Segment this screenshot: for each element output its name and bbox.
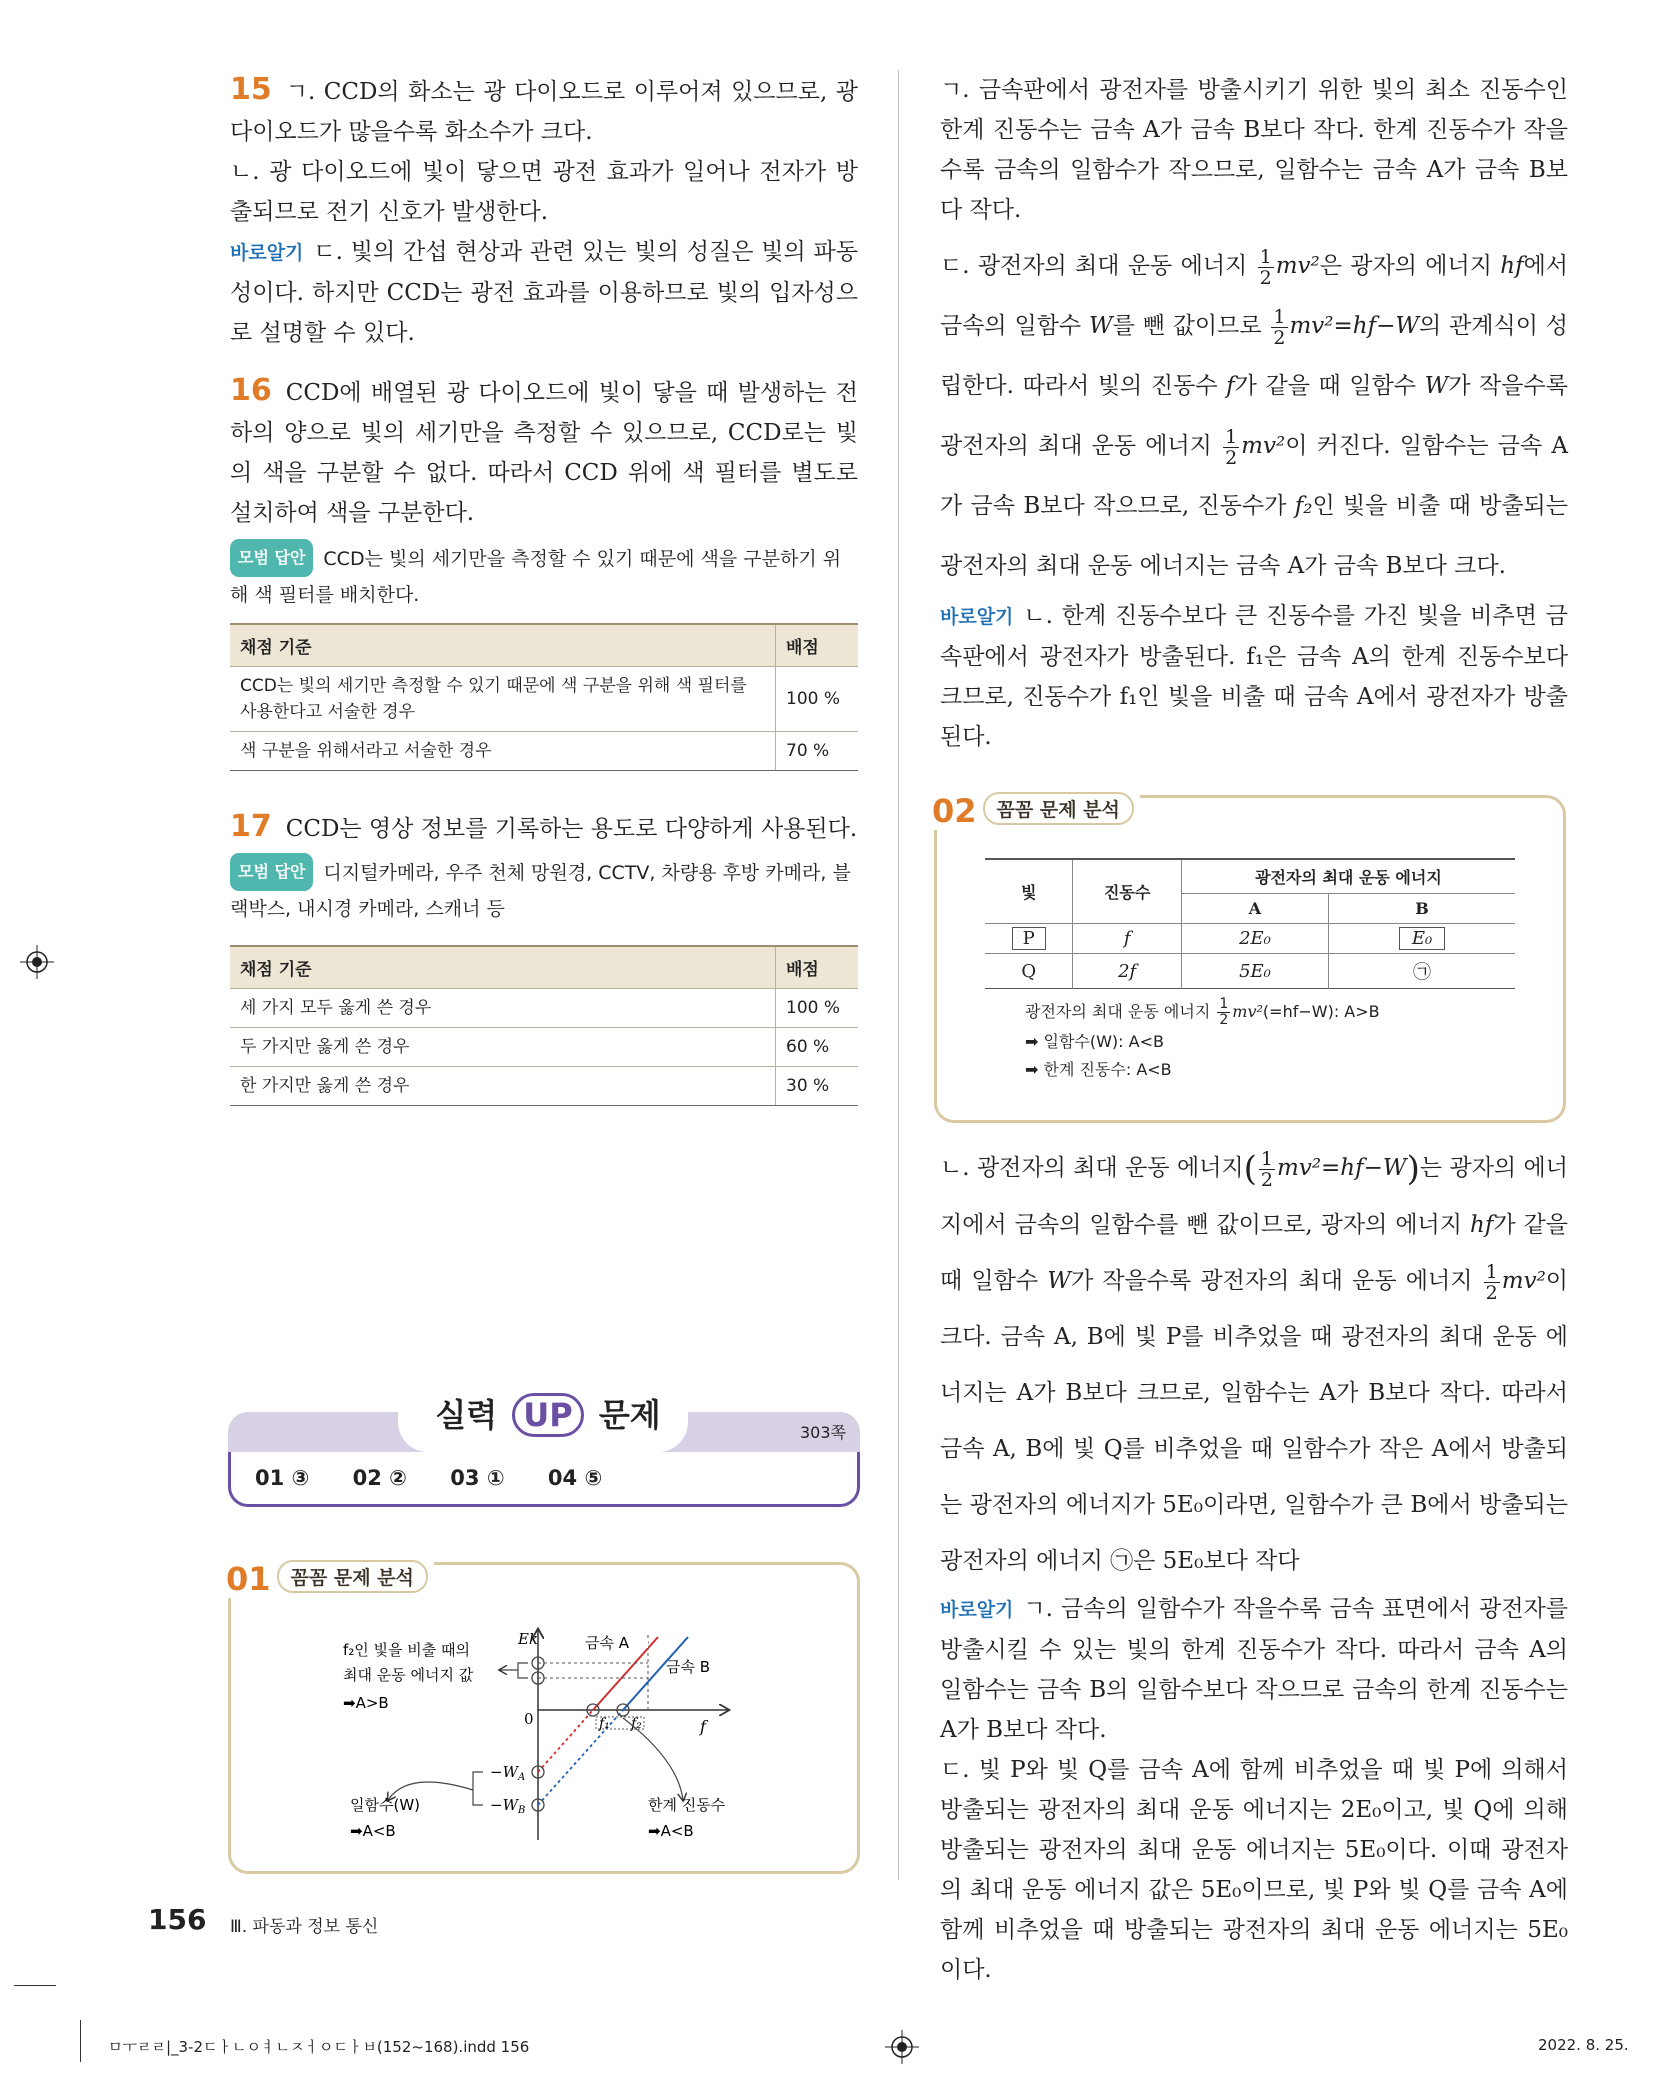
- crop-line: [80, 2020, 81, 2062]
- note-work-function-2: ➡A<B: [350, 1822, 396, 1840]
- table-row: CCD는 빛의 세기만 측정할 수 있기 때문에 색 구분을 위해 색 필터를 사용한다고 서술한 경우 100 %: [230, 667, 858, 732]
- score-header: 배점: [776, 624, 859, 667]
- table-row: 두 가지만 옳게 쓴 경우 60 %: [230, 1028, 858, 1067]
- print-date: 2022. 8. 25.: [1538, 2036, 1629, 2054]
- col-metal-a: A: [1181, 894, 1328, 924]
- baro-label: 바로알기: [940, 606, 1014, 628]
- baro-label: 바로알기: [940, 1599, 1014, 1621]
- question-number: 15: [230, 72, 272, 107]
- registration-mark-icon: [20, 945, 54, 979]
- metal-a-label: 금속 A: [585, 1634, 630, 1652]
- q17-model-answer: 디지털카메라, 우주 천체 망원경, CCTV, 차량용 후방 카메라, 블랙박스, 내시경 카메라, 스캐너 등: [230, 862, 851, 920]
- r1-baro: ㄴ. 한계 진동수보다 큰 진동수를 가진 빛을 비추면 금속판에서 광전자가 방출된다. f₁은 금속 A의 한계 진동수보다 크므로, 진동수가 f₁인 빛을 비출 때 금속 A에서 광전자가 방출된다.: [940, 603, 1568, 750]
- box02-notes: 광전자의 최대 운동 에너지 $\frac{1}{2}$ mv²(=hf−W): A>B ➡ 일함수(W): A<B ➡ 한계 진동수: A<B: [1025, 996, 1380, 1079]
- note-max-energy-2: 최대 운동 에너지 값: [343, 1666, 474, 1684]
- section-title: Ⅲ. 파동과 정보 통신: [230, 1917, 379, 1937]
- col-metal-b: B: [1415, 899, 1429, 918]
- question-15: [230, 70, 858, 353]
- table-row: 한 가지만 옳게 쓴 경우 30 %: [230, 1067, 858, 1106]
- f1-label: f₁: [599, 1716, 610, 1732]
- baro-label: 바로알기: [230, 242, 304, 264]
- q16-model-answer: CCD는 빛의 세기만을 측정할 수 있기 때문에 색을 구분하기 위해 색 필터를 배치한다.: [230, 548, 842, 606]
- r2-baro: ㄱ. 금속의 일함수가 작을수록 금속 표면에서 광전자를 방출시킬 수 있는 빛의 한계 진동수가 작다. 따라서 금속 A의 일함수는 금속 B의 일함수보다 작으므로 금속의 한계 진동수는 A가 B보다 작다.: [940, 1596, 1568, 1743]
- box01-title: 01 꼼꼼 문제 분석: [224, 1560, 434, 1598]
- q15-point2: ㄴ. 광 다이오드에 빛이 닿으면 광전 효과가 일어나 전자가 방출되므로 전기 신호가 발생한다.: [230, 159, 858, 225]
- question-number: 16: [230, 373, 272, 408]
- table-row: 색 구분을 위해서라고 서술한 경우 70 %: [230, 732, 858, 771]
- right-column-lower: [940, 1140, 1568, 1990]
- box02-table-wrap: [985, 858, 1515, 1084]
- f2-label: f₂: [631, 1716, 642, 1732]
- note-max-energy-3: ➡A>B: [343, 1694, 389, 1712]
- q15-baro: ㄷ. 빛의 간섭 현상과 관련 있는 빛의 성질은 빛의 파동성이다. 하지만 CCD는 광전 효과를 이용하므로 빛의 입자성으로 설명할 수 있다.: [230, 239, 858, 346]
- ek-label: Ek: [518, 1630, 539, 1648]
- r2-point3: ㄷ. 빛 P와 빛 Q를 금속 A에 함께 비추었을 때 빛 P에 의해서 방출되는 광전자의 최대 운동 에너지는 2E₀이고, 빛 Q에 의해 방출되는 광전자의 최대 운동 에너지는 5E₀이다. 이때 광전자의 최대 운동 에너지 값은 5E₀이므로, 빛 P와 빛 Q를 금속 A에 함께 비추었을 때 방출되는 광전자의 최대 운동 에너지는 5E₀이다.: [940, 1757, 1568, 1983]
- f-axis-label: f: [700, 1717, 706, 1736]
- q15-point1: ㄱ. CCD의 화소는 광 다이오드로 이루어져 있으므로, 광 다이오드가 많을수록 화소수가 크다.: [230, 79, 858, 145]
- model-answer-label: 모범 답안: [230, 539, 313, 577]
- photoelectron-table: [985, 858, 1515, 989]
- col-light: 빛: [985, 859, 1073, 924]
- column-divider: [898, 70, 899, 1880]
- metal-b-label: 금속 B: [666, 1658, 711, 1676]
- note-threshold-2: ➡A<B: [648, 1822, 694, 1840]
- r1-point1: ㄱ. 금속판에서 광전자를 방출시키기 위한 빛의 최소 진동수인 한계 진동수는 금속 A가 금속 B보다 작다. 한계 진동수가 작을수록 금속의 일함수가 작으므로, 일함수는 금속 A가 금속 B보다 작다.: [940, 77, 1568, 223]
- banner-title: 실력 UP 문제: [423, 1390, 673, 1437]
- up-badge: UP: [512, 1393, 583, 1437]
- metal-a-extension: [538, 1710, 593, 1772]
- box02-title: 02 꼼꼼 문제 분석: [930, 792, 1140, 830]
- table-row: P f 2E₀ E₀: [985, 924, 1515, 954]
- q16-text: CCD에 배열된 광 다이오드에 빛이 닿을 때 발생하는 전하의 양으로 빛의 세기만을 측정할 수 있으므로, CCD로는 빛의 색을 구분할 수 없다. 따라서 CCD 위에 색 필터를 별도로 설치하여 색을 구분한다.: [230, 380, 858, 526]
- wa-label: $-W_A$: [490, 1763, 526, 1783]
- page-number: 156: [148, 1903, 207, 1936]
- score-header: 배점: [776, 946, 859, 989]
- col-freq: 진동수: [1073, 859, 1181, 924]
- answer-key: 01 ③ 02 ② 03 ① 04 ⑤: [228, 1452, 860, 1507]
- col-max-ke: 광전자의 최대 운동 에너지: [1181, 859, 1515, 894]
- model-answer-label: 모범 답안: [230, 853, 313, 891]
- origin-label: 0: [524, 1710, 534, 1728]
- question-number: 17: [230, 809, 272, 844]
- r2-point1: ㄴ. 광전자의 최대 운동 에너지( $\frac{1}{2}$ mv²=hf−W)는 광자의 에너지에서 금속의 일함수를 뺀 값이므로, 광자의 에너지 hf가 같을 때 일함수 W가 작을수록 광전자의 최대 운동 에너지 $\frac{1}{2}$ mv²이 크다. 금속 A, B에 빛 P를 비추었을 때 광전자의 최대 운동 에너지는 A가 B보다 크므로, 일함수는 A가 B보다 작다. 따라서 금속 A, B에 빛 Q를 비추었을 때 일함수가 작은 A에서 방출되는 광전자의 에너지가 5E₀이라면, 일함수가 큰 B에서 방출되는 광전자의 에너지 ㉠은 5E₀보다 작다: [940, 1147, 1569, 1574]
- criteria-header: 채점 기준: [230, 624, 776, 667]
- q17-scoring-table: [230, 945, 858, 1106]
- question-16: [230, 371, 858, 771]
- banner-page-ref: 303쪽: [800, 1423, 846, 1442]
- table-row: Q 2f 5E₀ ㉠: [985, 954, 1515, 989]
- q16-scoring-table: [230, 623, 858, 771]
- photoelectric-graph: [228, 1600, 854, 1860]
- note-threshold-1: 한계 진동수: [648, 1796, 726, 1814]
- crop-line: [14, 1985, 56, 1986]
- question-17: [230, 807, 858, 1106]
- q17-text: CCD는 영상 정보를 기록하는 용도로 다양하게 사용된다.: [285, 816, 858, 842]
- criteria-header: 채점 기준: [230, 946, 776, 989]
- right-column: [940, 70, 1568, 757]
- registration-mark-icon: [885, 2030, 919, 2064]
- wb-label: $-W_B$: [490, 1796, 526, 1816]
- note-work-function-1: 일함수(W): [350, 1796, 421, 1814]
- left-column: [230, 70, 858, 1106]
- note-max-energy-1: f₂인 빛을 비출 때의: [343, 1641, 471, 1659]
- table-row: 세 가지 모두 옳게 쓴 경우 100 %: [230, 989, 858, 1028]
- file-info: ㅁㅜㄹㄹ|_3-2ㄷㅏㄴㅇㅕㄴㅈㅓㅇㄷㅏㅂ(152~168).indd 156: [108, 2038, 530, 2056]
- skill-up-banner: [228, 1380, 860, 1510]
- r1-point2: ㄷ. 광전자의 최대 운동 에너지 $\frac{1}{2}$ mv²은 광자의 에너지 hf에서 금속의 일함수 W를 뺀 값이므로 $\frac{1}{2}$ mv²=hf−W의 관계식이 성립한다. 따라서 빛의 진동수 f가 같을 때 일함수 W가 작을수록 광전자의 최대 운동 에너지 $\frac{1}{2}$ mv²이 커진다. 일함수는 금속 A가 금속 B보다 작으므로, 진동수가 f₂인 빛을 비출 때 방출되는 광전자의 최대 운동 에너지는 금속 A가 금속 B보다 크다.: [940, 245, 1569, 579]
